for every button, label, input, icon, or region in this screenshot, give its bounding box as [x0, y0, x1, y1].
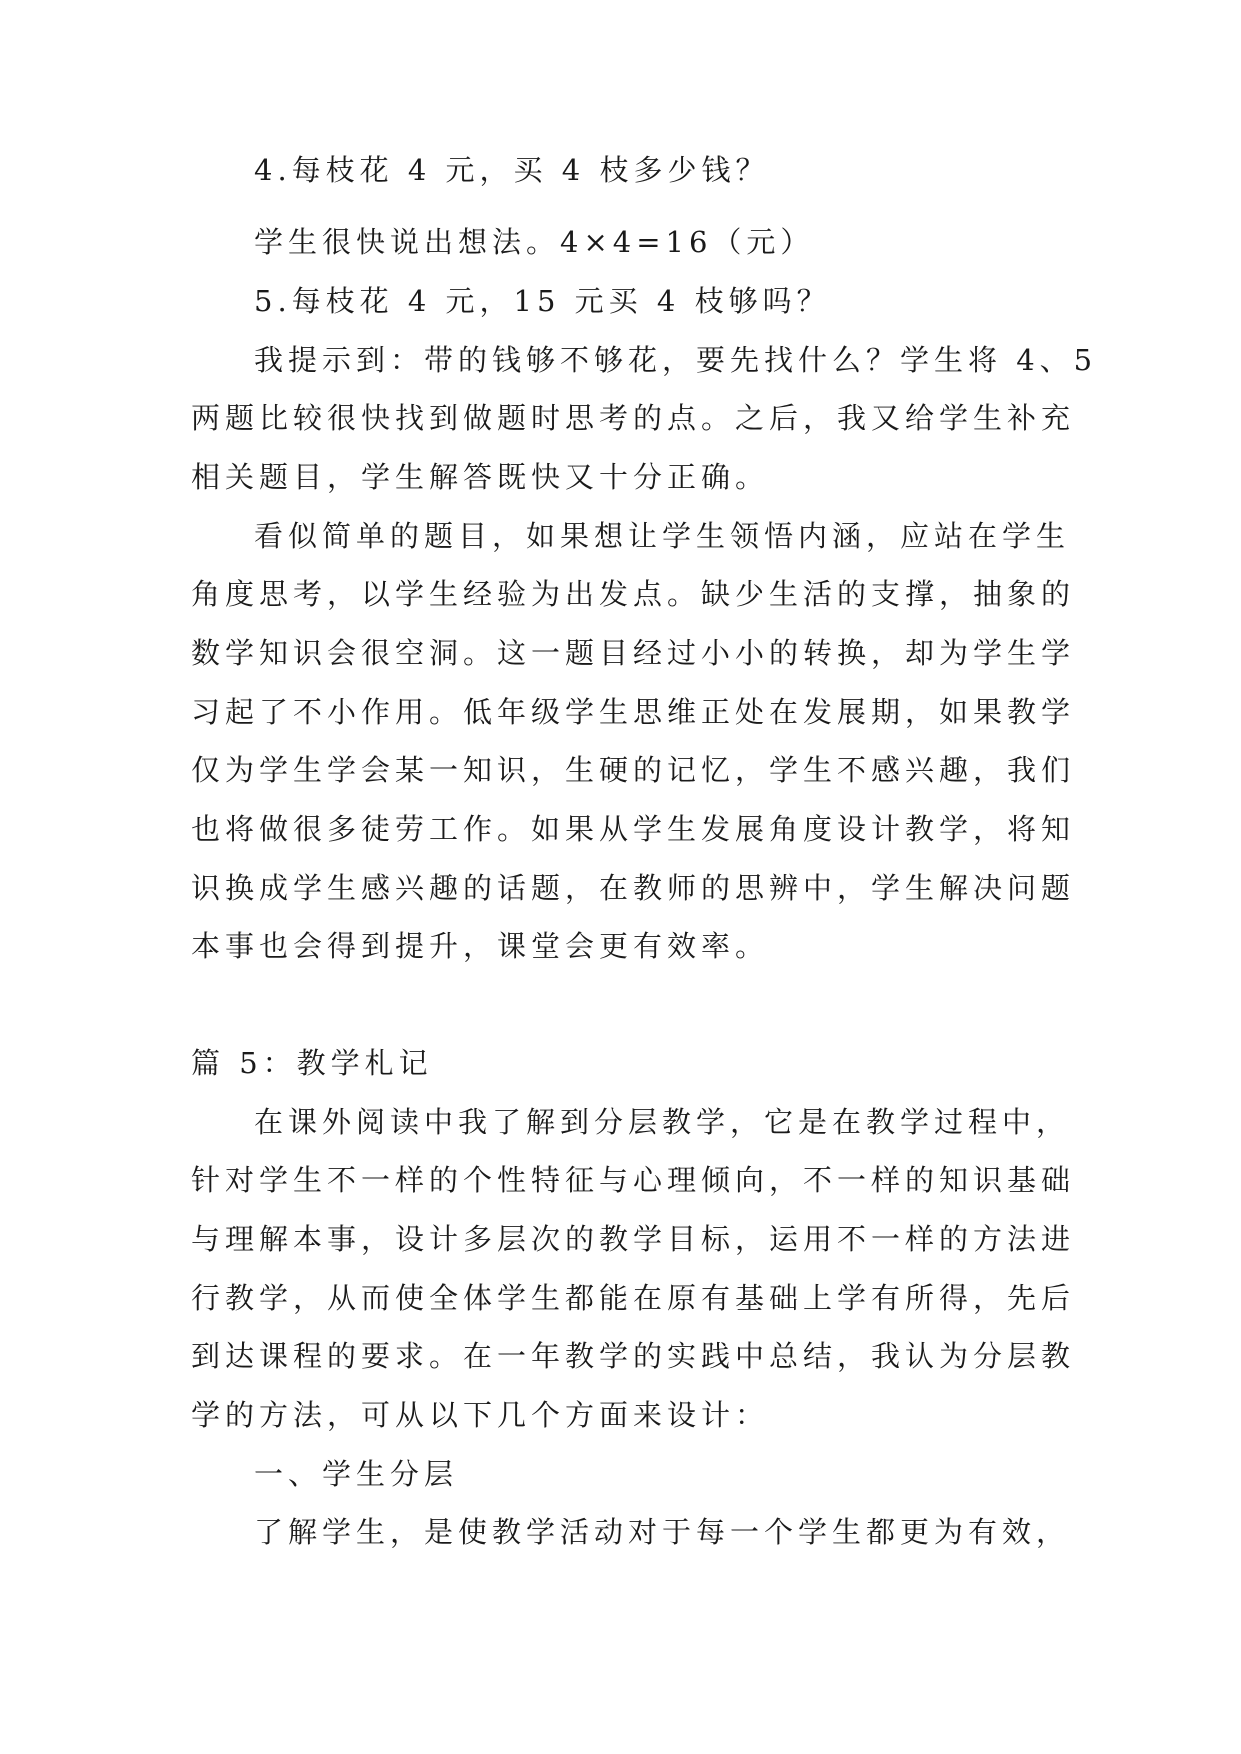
text-line: 学的方法，可从以下几个方面来设计：	[191, 1398, 770, 1432]
text-line: 也将做很多徒劳工作。如果从学生发展角度设计教学，将知	[191, 812, 1076, 846]
text-line: 角度思考，以学生经验为出发点。缺少生活的支撑，抽象的	[191, 577, 1076, 611]
text-line: 到达课程的要求。在一年教学的实践中总结，我认为分层教	[191, 1339, 1076, 1373]
text-line: 本事也会得到提升，课堂会更有效率。	[191, 929, 770, 963]
text-line: 针对学生不一样的个性特征与心理倾向，不一样的知识基础	[191, 1163, 1076, 1197]
text-line: 了解学生，是使教学活动对于每一个学生都更为有效，	[254, 1515, 1071, 1549]
text-line: 在课外阅读中我了解到分层教学，它是在教学过程中，	[254, 1105, 1071, 1139]
text-line: 数学知识会很空洞。这一题目经过小小的转换，却为学生学	[191, 636, 1076, 670]
text-line: 两题比较很快找到做题时思考的点。之后，我又给学生补充	[191, 401, 1076, 435]
text-line: 4.每枝花 4 元，买 4 枝多少钱？	[254, 153, 770, 187]
text-line: 5.每枝花 4 元，15 元买 4 枝够吗？	[254, 284, 831, 318]
text-line: 相关题目，学生解答既快又十分正确。	[191, 460, 770, 494]
text-line: 行教学，从而使全体学生都能在原有基础上学有所得，先后	[191, 1281, 1076, 1315]
text-line: 识换成学生感兴趣的话题，在教师的思辨中，学生解决问题	[191, 871, 1076, 905]
text-line: 习起了不小作用。低年级学生思维正处在发展期，如果教学	[191, 695, 1076, 729]
text-line: 与理解本事，设计多层次的教学目标，运用不一样的方法进	[191, 1222, 1076, 1256]
text-line: 仅为学生学会某一知识，生硬的记忆，学生不感兴趣，我们	[191, 753, 1076, 787]
subheading: 一、学生分层	[254, 1457, 459, 1491]
text-line: 看似简单的题目，如果想让学生领悟内涵，应站在学生	[254, 519, 1071, 553]
text-line: 我提示到：带的钱够不够花，要先找什么？学生将 4、5	[254, 343, 1098, 377]
text-line: 学生很快说出想法。4×4=16（元）	[254, 225, 815, 259]
section-heading: 篇 5：教学札记	[191, 1046, 433, 1080]
